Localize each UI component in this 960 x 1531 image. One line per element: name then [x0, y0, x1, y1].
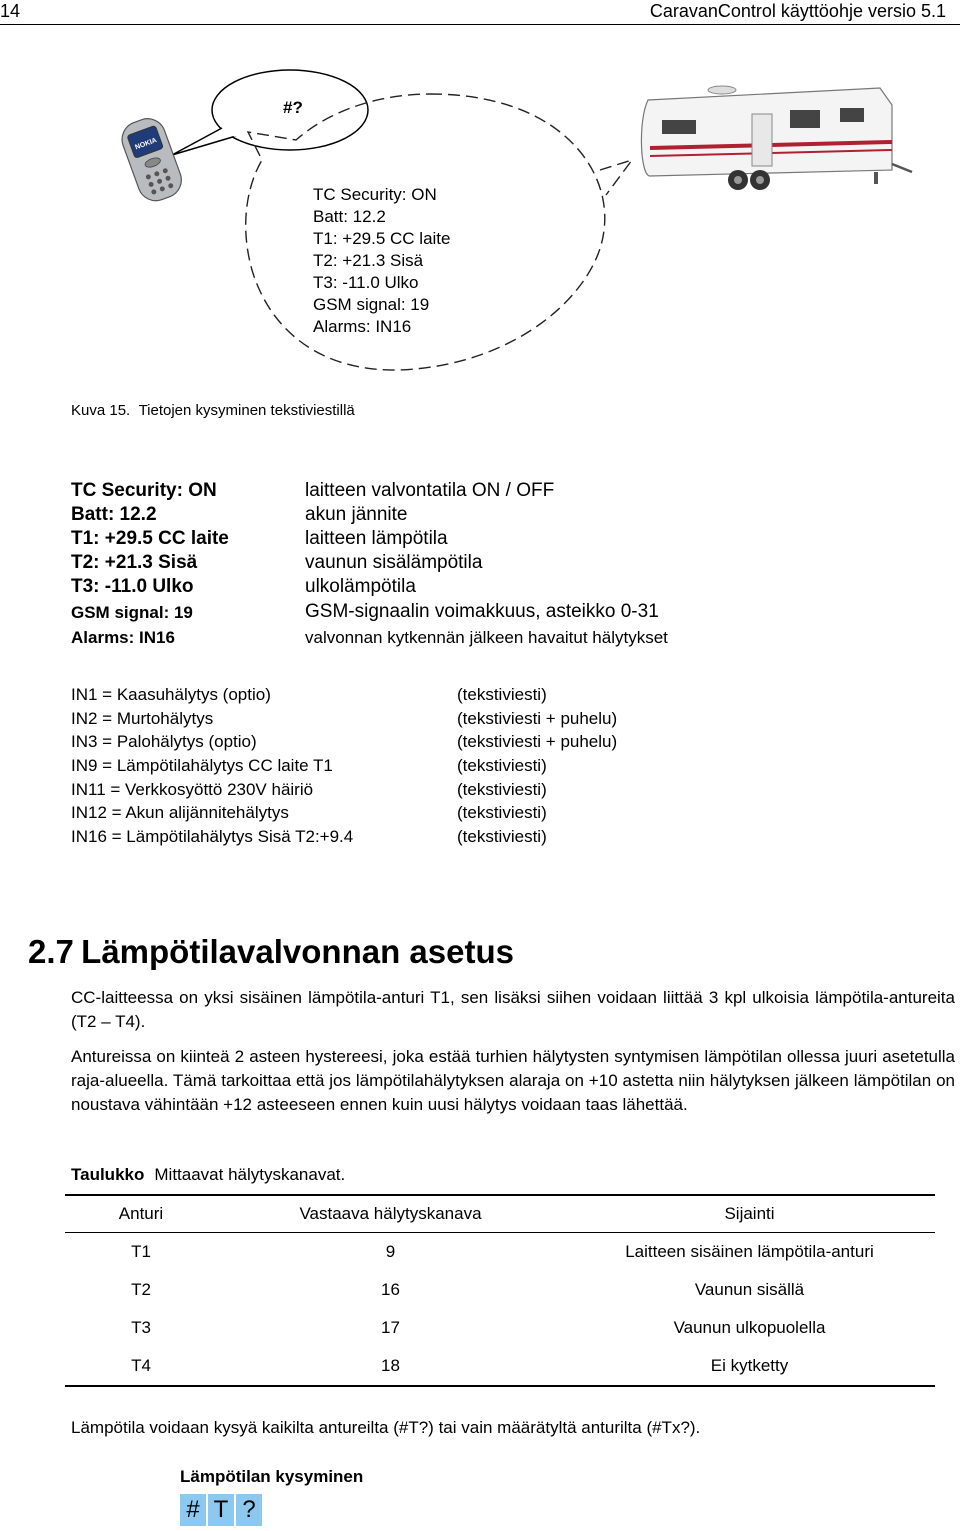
key-t: T — [208, 1494, 234, 1526]
explanation-value: vaunun sisälämpötila — [305, 552, 483, 573]
table-row — [65, 1309, 935, 1347]
mobile-phone-icon — [117, 114, 186, 206]
explanation-value: valvonnan kytkennän jälkeen havaitut hälytykset — [305, 628, 668, 647]
table-cell: Vaunun ulkopuolella — [673, 1318, 826, 1337]
column-header: Sijainti — [564, 1195, 935, 1233]
table-cell: T2 — [131, 1280, 151, 1299]
table-caption-label: Taulukko — [71, 1165, 145, 1184]
reply-line: T2: +21.3 Sisä — [313, 251, 424, 270]
alarm-input-mode: (tekstiviesti) — [457, 685, 547, 704]
figure-caption-text: Tietojen kysyminen tekstiviestillä — [138, 402, 355, 419]
explanation-value: GSM-signaalin voimakkuus, asteikko 0-31 — [305, 601, 659, 622]
explanation-value: ulkolämpötila — [305, 576, 416, 597]
explanation-key: T1: +29.5 CC laite — [71, 528, 229, 549]
temperature-query-label: Lämpötilan kysyminen — [180, 1467, 364, 1486]
reply-line: TC Security: ON — [313, 185, 437, 204]
explanation-key: Batt: 12.2 — [71, 504, 157, 525]
alarm-input-mode: (tekstiviesti) — [457, 827, 547, 846]
sms-reply-text — [313, 184, 451, 338]
key-hash: # — [180, 1494, 206, 1526]
table-cell: Laitteen sisäinen lämpötila-anturi — [625, 1242, 874, 1261]
explanation-value: akun jännite — [305, 504, 408, 525]
sms-query-text: #? — [283, 98, 303, 117]
reply-line: GSM signal: 19 — [313, 295, 430, 314]
table-cell: T3 — [131, 1318, 151, 1337]
table-cell: Vaunun sisällä — [694, 1280, 805, 1299]
section-heading — [28, 933, 514, 971]
caravan-icon — [641, 86, 912, 190]
alarm-input-name: IN16 = Lämpötilahälytys Sisä T2:+9.4 — [71, 827, 354, 846]
key-question: ? — [236, 1494, 262, 1526]
alarm-input-mode: (tekstiviesti) — [457, 803, 547, 822]
section-title: Lämpötilavalvonnan asetus — [81, 933, 514, 970]
reply-line: Alarms: IN16 — [313, 317, 412, 336]
section-number: 2.7 — [28, 933, 74, 970]
alarm-input-mode: (tekstiviesti) — [457, 780, 547, 799]
table-cell: Ei kytketty — [710, 1356, 789, 1375]
alarm-input-mode: (tekstiviesti + puhelu) — [457, 732, 618, 751]
alarm-input-name: IN3 = Palohälytys (optio) — [71, 732, 257, 751]
table-cell: T1 — [131, 1242, 151, 1261]
body-paragraph: Antureissa on kiinteä 2 asteen hystereesi, joka estää turhien hälytysten syntymisen lämpötilan ollessa juuri asetetulla raja-alueella. Tämä tarkoittaa että jos lämpötilahälytyksen alaraja on +10 astetta niin hälytyksen jälkeen lämpötilan on noustava vähintään +12 asteeseen ennen kuin uusi hälytys voidaan taas lähettää. — [71, 1047, 955, 1114]
explanation-key: Alarms: IN16 — [71, 628, 175, 647]
alarm-input-name: IN1 = Kaasuhälytys (optio) — [71, 685, 271, 704]
alarm-input-mode: (tekstiviesti + puhelu) — [457, 709, 618, 728]
page-number: 14 — [0, 1, 21, 21]
table-row — [65, 1347, 935, 1386]
figure-caption-label: Kuva 15. — [71, 402, 131, 419]
table-cell: T4 — [131, 1356, 151, 1375]
figure-caption — [71, 402, 355, 419]
alarm-input-name: IN9 = Lämpötilahälytys CC laite T1 — [71, 756, 333, 775]
explanation-value: laitteen lämpötila — [305, 528, 448, 549]
reply-line: T1: +29.5 CC laite — [313, 229, 451, 248]
table-row — [65, 1271, 935, 1309]
alarm-input-mode: (tekstiviesti) — [457, 756, 547, 775]
column-header: Vastaava hälytyskanava — [217, 1195, 564, 1233]
table-cell: 18 — [381, 1356, 400, 1375]
alarm-input-name: IN2 = Murtohälytys — [71, 709, 214, 728]
table-header-row — [65, 1195, 935, 1233]
table-cell: 16 — [381, 1280, 400, 1299]
header-divider — [0, 24, 960, 25]
explanation-key: T2: +21.3 Sisä — [71, 552, 198, 573]
table-row — [65, 1233, 935, 1272]
body-paragraph: CC-laitteessa on yksi sisäinen lämpötila-anturi T1, sen lisäksi siihen voidaan liittää 3 kpl ulkoisia lämpötila-antureita (T2 – T4). — [71, 988, 955, 1031]
alarm-input-name: IN11 = Verkkosyöttö 230V häiriö — [71, 780, 314, 799]
sms-command-keys — [180, 1494, 262, 1526]
sensor-channel-table — [65, 1194, 935, 1387]
table-cell: 17 — [381, 1318, 400, 1337]
column-header: Anturi — [65, 1195, 217, 1233]
explanation-value: laitteen valvontatila ON / OFF — [305, 480, 555, 501]
reply-line: Batt: 12.2 — [313, 207, 386, 226]
explanation-key: TC Security: ON — [71, 480, 217, 501]
body-paragraph: Lämpötila voidaan kysyä kaikilta antureilta (#T?) tai vain määrätyltä anturilta (#Tx?). — [71, 1418, 701, 1437]
sms-query-illustration — [0, 60, 960, 380]
explanation-key: GSM signal: 19 — [71, 603, 193, 622]
phone-brand-label: NOKIA — [134, 137, 158, 152]
table-caption — [71, 1165, 345, 1185]
alarm-input-name: IN12 = Akun alijännitehälytys — [71, 803, 289, 822]
document-title: CaravanControl käyttöohje versio 5.1 — [649, 1, 946, 21]
reply-line: T3: -11.0 Ulko — [313, 273, 419, 292]
table-cell: 9 — [385, 1242, 396, 1261]
explanation-key: T3: -11.0 Ulko — [71, 576, 194, 597]
table-caption-text: Mittaavat hälytyskanavat. — [154, 1165, 346, 1184]
